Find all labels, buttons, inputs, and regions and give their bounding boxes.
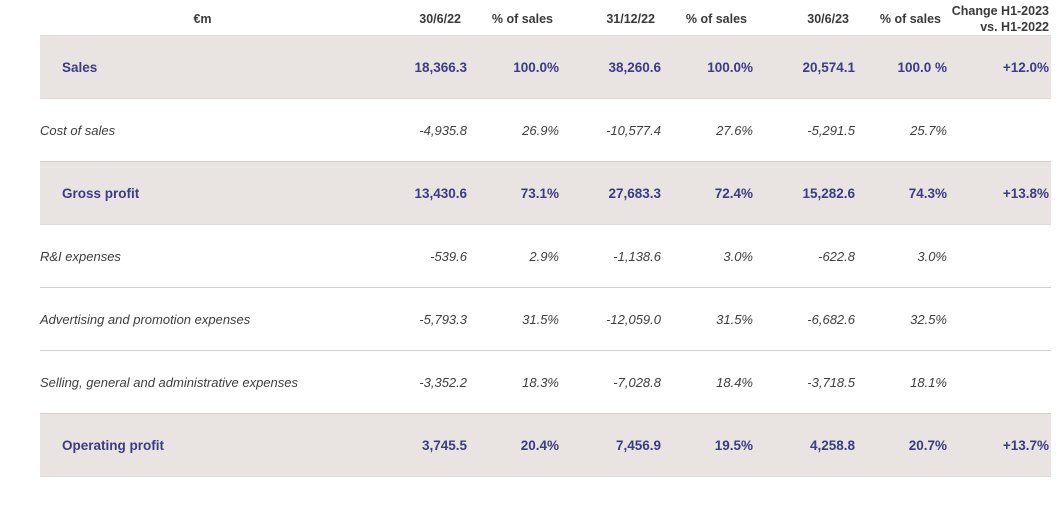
row-value-30-6-23: 15,282.6 xyxy=(753,162,855,225)
row-label: Selling, general and administrative expenses xyxy=(40,351,365,414)
row-pct-30-6-23: 74.3% xyxy=(855,162,947,225)
table-row xyxy=(40,351,1051,414)
row-pct-30-6-22: 31.5% xyxy=(467,288,559,351)
column-header-change-line2: vs. H1-2022 xyxy=(980,19,1049,34)
table-header-row xyxy=(40,4,1051,36)
row-value-30-6-22: -4,935.8 xyxy=(365,99,467,162)
row-label: R&I expenses xyxy=(40,225,365,288)
row-label: Sales xyxy=(40,36,365,99)
row-pct-31-12-22: 100.0% xyxy=(661,36,753,99)
row-pct-31-12-22: 18.4% xyxy=(661,351,753,414)
row-change: +13.7% xyxy=(947,414,1051,477)
row-value-31-12-22: -7,028.8 xyxy=(559,351,661,414)
row-pct-30-6-22: 73.1% xyxy=(467,162,559,225)
row-value-30-6-23: -6,682.6 xyxy=(753,288,855,351)
row-label: Operating profit xyxy=(40,414,365,477)
table-body xyxy=(40,36,1051,477)
row-pct-30-6-22: 20.4% xyxy=(467,414,559,477)
row-value-31-12-22: 7,456.9 xyxy=(559,414,661,477)
row-value-30-6-23: -3,718.5 xyxy=(753,351,855,414)
row-pct-30-6-23: 100.0 % xyxy=(855,36,947,99)
row-value-31-12-22: -12,059.0 xyxy=(559,288,661,351)
row-value-31-12-22: 27,683.3 xyxy=(559,162,661,225)
column-header-30-6-22: 30/6/22 xyxy=(419,11,461,26)
row-change xyxy=(947,288,1051,351)
row-change xyxy=(947,225,1051,288)
row-label: Cost of sales xyxy=(40,99,365,162)
row-pct-30-6-23: 32.5% xyxy=(855,288,947,351)
row-value-30-6-23: 4,258.8 xyxy=(753,414,855,477)
column-header-pct-sales-3: % of sales xyxy=(879,11,941,26)
table-row xyxy=(40,162,1051,225)
table-row xyxy=(40,36,1051,99)
row-value-30-6-22: -539.6 xyxy=(365,225,467,288)
column-header-unit: €m xyxy=(193,11,212,26)
row-value-31-12-22: 38,260.6 xyxy=(559,36,661,99)
row-value-30-6-23: 20,574.1 xyxy=(753,36,855,99)
row-value-30-6-22: -5,793.3 xyxy=(365,288,467,351)
row-change xyxy=(947,351,1051,414)
row-pct-30-6-22: 26.9% xyxy=(467,99,559,162)
row-pct-30-6-23: 25.7% xyxy=(855,99,947,162)
row-value-30-6-23: -5,291.5 xyxy=(753,99,855,162)
column-header-30-6-23: 30/6/23 xyxy=(807,11,849,26)
row-value-31-12-22: -10,577.4 xyxy=(559,99,661,162)
row-change: +13.8% xyxy=(947,162,1051,225)
row-value-30-6-22: -3,352.2 xyxy=(365,351,467,414)
row-pct-30-6-23: 18.1% xyxy=(855,351,947,414)
row-value-30-6-22: 13,430.6 xyxy=(365,162,467,225)
row-pct-31-12-22: 27.6% xyxy=(661,99,753,162)
column-header-change xyxy=(947,4,1051,36)
column-header-change-line1: Change H1-2023 xyxy=(951,4,1049,18)
row-label: Advertising and promotion expenses xyxy=(40,288,365,351)
row-value-31-12-22: -1,138.6 xyxy=(559,225,661,288)
row-pct-30-6-22: 100.0% xyxy=(467,36,559,99)
income-statement-table xyxy=(40,4,1051,477)
row-pct-31-12-22: 31.5% xyxy=(661,288,753,351)
row-pct-31-12-22: 19.5% xyxy=(661,414,753,477)
row-change: +12.0% xyxy=(947,36,1051,99)
column-header-pct-sales-1: % of sales xyxy=(491,11,553,26)
row-value-30-6-23: -622.8 xyxy=(753,225,855,288)
row-change xyxy=(947,99,1051,162)
table-row xyxy=(40,225,1051,288)
row-pct-30-6-23: 20.7% xyxy=(855,414,947,477)
row-pct-30-6-22: 18.3% xyxy=(467,351,559,414)
row-pct-31-12-22: 3.0% xyxy=(661,225,753,288)
table-row xyxy=(40,99,1051,162)
row-pct-30-6-22: 2.9% xyxy=(467,225,559,288)
row-value-30-6-22: 18,366.3 xyxy=(365,36,467,99)
table-row xyxy=(40,414,1051,477)
row-label: Gross profit xyxy=(40,162,365,225)
row-value-30-6-22: 3,745.5 xyxy=(365,414,467,477)
column-header-pct-sales-2: % of sales xyxy=(685,11,747,26)
row-pct-31-12-22: 72.4% xyxy=(661,162,753,225)
column-header-31-12-22: 31/12/22 xyxy=(606,11,655,26)
table-row xyxy=(40,288,1051,351)
financial-statement-panel xyxy=(0,4,1061,526)
row-pct-30-6-23: 3.0% xyxy=(855,225,947,288)
table-header xyxy=(40,4,1051,36)
